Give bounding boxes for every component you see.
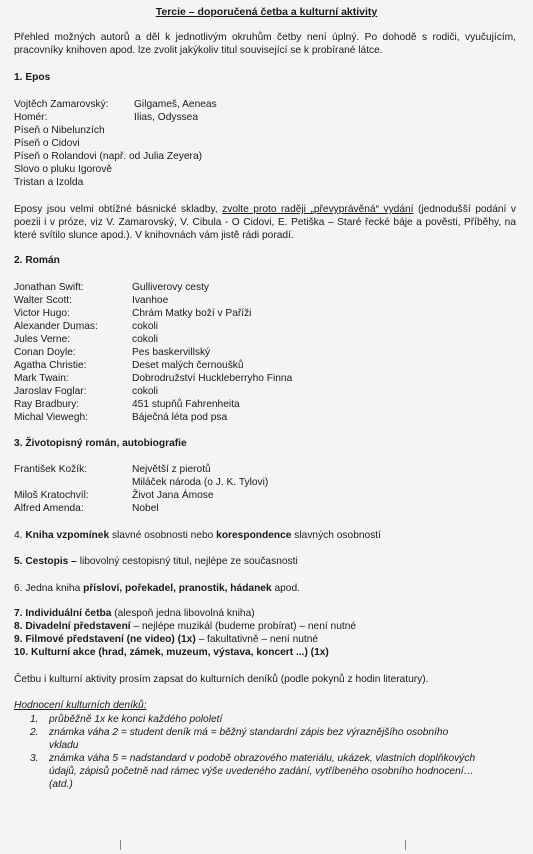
zivotopis-row: Alfred Amenda: Nobel: [14, 503, 159, 514]
item-10: 10. Kulturní akce (hrad, zámek, muzeum, výstava, koncert ...) (1x): [14, 647, 329, 658]
epos-note-underlined: zvolte proto raději „převyprávěná“ vydání: [222, 204, 414, 215]
roman-row: Agatha Christie: Deset malých černoušků: [14, 360, 244, 371]
zivotopis-row: František Kožík: Největší z pierotů: [14, 464, 211, 475]
roman-row: Jaroslav Foglar: cokoli: [14, 386, 159, 397]
closing-note: Četbu i kulturní aktivity prosím zapsat do kulturních deníků (podle pokynů z hodin literatury).: [14, 674, 429, 685]
roman-row: Mark Twain: Dobrodružství Huckleberryho Finna: [14, 373, 293, 384]
roman-row: Alexander Dumas: cokoli: [14, 321, 159, 332]
document-page: Tercie – doporučená četba a kulturní aktivity Přehled možných autorů a děl k jednotlivým okruhům četby není úplný. Po dohodě s rodiči, vyučujícím, pracovníky knihoven apod. lze zvolit jakýkoliv titul související se k probírané látce. 1. Epos Vojtěch Zamarovský: Gilgameš, Aeneas Homér: Ilias, Odyssea Píseň o Nibelunzích Píseň o Cidovi Píseň o Rolandovi (např. od Julia Zeyera) Slovo o pluku Igorově Tristan a Izolda Eposy jsou velmi obtížné básnické skladby, zvolte proto raději „převyprávěná“ vydání (jednodušší podání v poezii i v próze, viz V. Zamarovský, V. Cibula - O Cidovi, E. Petiška – Staré řecké báje a pověsti, Příběhy, na které svítilo slunce apod.). V knihovnách vám jistě rádi poradí. 2. Román Jonathan Swift: Gulliverovy cesty Walter Scott: Ivanhoe Victor Hugo: Chrám Matky boží v Paříži Alexander Dumas: cokoli Jules Verne: cokoli Conan Doyle: Pes baskervillský Agatha Christie: Deset malých černoušků Mark Twain: Dobrodružství Huckleberryho Finna Jaroslav Foglar: cokoli Ray Bradbury: 451 stupňů Fahrenheita Michal Viewegh: Báječná léta pod psa 3. Životopisný román, autobiografie František Kožík: Největší z pierotů Miláček národa (o J. K. Tylovi) Miloš Kratochvíl: Život Jana Ámose Alfred Amenda: Nobel 4. Kniha vzpomínek slavné osobnosti nebo korespondence slavných osobností 5. Cestopis – libovolný cestopisný titul, nejlépe ze současnosti 6. Jedna kniha přísloví, pořekadel, pranostik, hádanek apod. 7. Individuální četba (alespoň jedna libovolná kniha) 8. Divadelní představení – nejlépe muzikál (budeme probírat) – není nutné 9. Filmové představení (ne video) (1x) – fakultativně – není nutné 10. Kulturní akce (hrad, zámek, muzeum, výstava, koncert ...) (1x) Četbu i kulturní aktivity prosím zapsat do kulturních deníků (podle pokynů z hodin literatury). Hodnocení kulturních deníků: 1. průběžně 1x ke konci každého pololetí 2. známka váha 2 = student deník má = běžný standardní zápis bez výraznějšího osobního vkladu 3. známka váha 5 = nadstandard v podobě obrazového materiálu, ukázek, vlastních doplňkových údajů, zápisů početně nad rámec výše uvedeného zadání, vytříbeného osobního hodnocení… (atd.): [0, 0, 533, 854]
section-heading-zivotopis: 3. Životopisný román, autobiografie: [14, 438, 187, 449]
scan-mark: [405, 840, 406, 850]
zivotopis-row: Miloš Kratochvíl: Život Jana Ámose: [14, 490, 214, 501]
epos-single: Píseň o Nibelunzích: [14, 125, 105, 136]
epos-single: Slovo o pluku Igorově: [14, 164, 112, 175]
roman-row: Michal Viewegh: Báječná léta pod psa: [14, 412, 228, 423]
roman-row: Ray Bradbury: 451 stupňů Fahrenheita: [14, 399, 240, 410]
section-heading-epos: 1. Epos: [14, 72, 51, 83]
roman-row: Jonathan Swift: Gulliverovy cesty: [14, 282, 209, 293]
item-9: 9. Filmové představení (ne video) (1x) – fakultativně – není nutné: [14, 634, 319, 645]
epos-single: Tristan a Izolda: [14, 177, 84, 188]
roman-row: Walter Scott: Ivanhoe: [14, 295, 169, 306]
roman-row: Victor Hugo: Chrám Matky boží v Paříži: [14, 308, 252, 319]
work: Gilgameš, Aeneas: [134, 99, 217, 110]
item-5: 5. Cestopis – libovolný cestopisný titul, nejlépe ze současnosti: [14, 556, 298, 567]
item-7: 7. Individuální četba (alespoň jedna libovolná kniha): [14, 608, 255, 619]
item-4: 4. Kniha vzpomínek slavné osobnosti nebo korespondence slavných osobností: [14, 530, 381, 541]
work: Ilias, Odyssea: [134, 112, 198, 123]
intro-paragraph: Přehled možných autorů a děl k jednotlivým okruhům četby není úplný. Po dohodě s rodiči, vyučujícím, pracovníky knihoven apod. lze zvolit jakýkoliv titul související se k probírané látce.: [14, 32, 516, 56]
item-6: 6. Jedna kniha přísloví, pořekadel, pranostik, hádanek apod.: [14, 583, 300, 594]
epos-note: Eposy jsou velmi obtížné básnické skladby, zvolte proto raději „převyprávěná“ vydání (jednodušší podání v poezii i v próze, viz V. Zamarovský, V. Cibula - O Cidovi, E. Petiška – Staré řecké báje a pověsti, Příběhy, na které svítilo slunce apod.). V knihovnách vám jistě rádi poradí.: [14, 204, 516, 241]
epos-row: [14, 99, 217, 110]
epos-row: [14, 112, 198, 123]
scan-mark: [120, 840, 121, 850]
item-8: 8. Divadelní představení – nejlépe muzikál (budeme probírat) – není nutné: [14, 621, 357, 632]
hodnoceni-title: Hodnocení kulturních deníků:: [14, 700, 147, 711]
epos-single: Píseň o Rolandovi (např. od Julia Zeyera): [14, 151, 203, 162]
author: Vojtěch Zamarovský:: [14, 99, 109, 110]
author: Homér:: [14, 112, 48, 123]
section-heading-roman: 2. Román: [14, 255, 60, 266]
page-title: Tercie – doporučená četba a kulturní aktivity: [155, 6, 378, 18]
roman-row: Jules Verne: cokoli: [14, 334, 159, 345]
roman-row: Conan Doyle: Pes baskervillský: [14, 347, 211, 358]
epos-single: Píseň o Cidovi: [14, 138, 80, 149]
